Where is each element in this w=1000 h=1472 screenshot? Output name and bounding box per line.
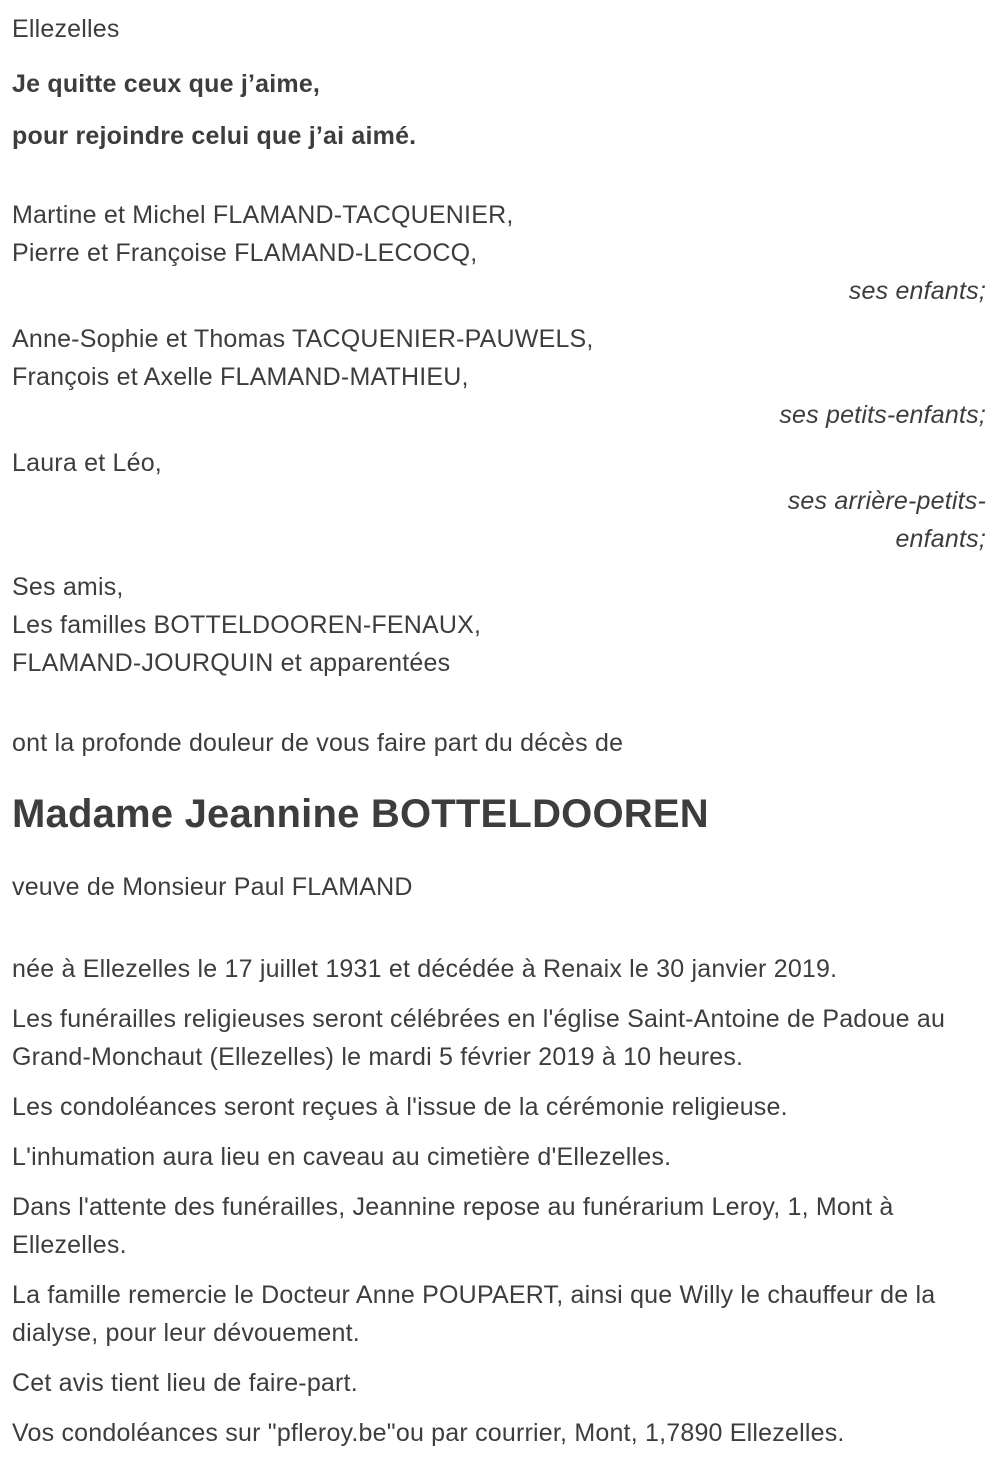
detail-burial: L'inhumation aura lieu en caveau au cimetière d'Ellezelles. [12,1143,672,1171]
deceased-name-heading: Madame Jeannine BOTTELDOOREN [12,792,709,836]
detail-faire-part: Cet avis tient lieu de faire-part. [12,1369,358,1397]
mourners-group-great-grandchildren [12,444,986,558]
mourner-name-line: Pierre et Françoise FLAMAND-LECOCQ, [12,239,478,267]
relation-label-grandchildren: ses petits-enfants; [779,401,986,429]
mourner-name-line: François et Axelle FLAMAND-MATHIEU, [12,363,469,391]
dateline-location: Ellezelles [12,15,120,43]
families-line-1: Les familles BOTTELDOOREN-FENAUX, [12,611,482,639]
mourner-name-line: Laura et Léo, [12,449,162,477]
detail-thanks: La famille remercie le Docteur Anne POUPAERT, ainsi que Willy le chauffeur de la dialyse, pour leur dévouement. [12,1281,936,1347]
mourners-group-grandchildren [12,320,986,434]
detail-birth-death: née à Ellezelles le 17 juillet 1931 et décédée à Renaix le 30 janvier 2019. [12,955,838,983]
families-line-2: FLAMAND-JOURQUIN et apparentées [12,649,451,677]
friends-and-families-block [12,568,986,682]
epigraph-line-1: Je quitte ceux que j’aime, [12,70,321,98]
friends-line: Ses amis, [12,573,124,601]
epigraph-line-2: pour rejoindre celui que j’ai aimé. [12,122,417,150]
detail-condolences-address: Vos condoléances sur "pfleroy.be"ou par courrier, Mont, 1,7890 Ellezelles. [12,1419,845,1447]
mourner-name-line: Anne-Sophie et Thomas TACQUENIER-PAUWELS, [12,325,594,353]
relation-label-great-grandchildren: ses arrière-petits-enfants; [787,487,986,553]
relation-label-children: ses enfants; [848,277,986,305]
announcement-intro: ont la profonde douleur de vous faire part du décès de [12,729,624,757]
mourners-group-children [12,196,986,310]
widow-line: veuve de Monsieur Paul FLAMAND [12,873,413,901]
detail-funerarium: Dans l'attente des funérailles, Jeannine repose au funérarium Leroy, 1, Mont à Ellezelles. [12,1193,894,1259]
funeral-details-section [12,950,986,1452]
detail-condolences-ceremony: Les condoléances seront reçues à l'issue de la cérémonie religieuse. [12,1093,788,1121]
mourner-name-line: Martine et Michel FLAMAND-TACQUENIER, [12,201,514,229]
detail-funeral-service: Les funérailles religieuses seront célébrées en l'église Saint-Antoine de Padoue au Grand-Monchaut (Ellezelles) le mardi 5 février 2019 à 10 heures. [12,1005,946,1071]
